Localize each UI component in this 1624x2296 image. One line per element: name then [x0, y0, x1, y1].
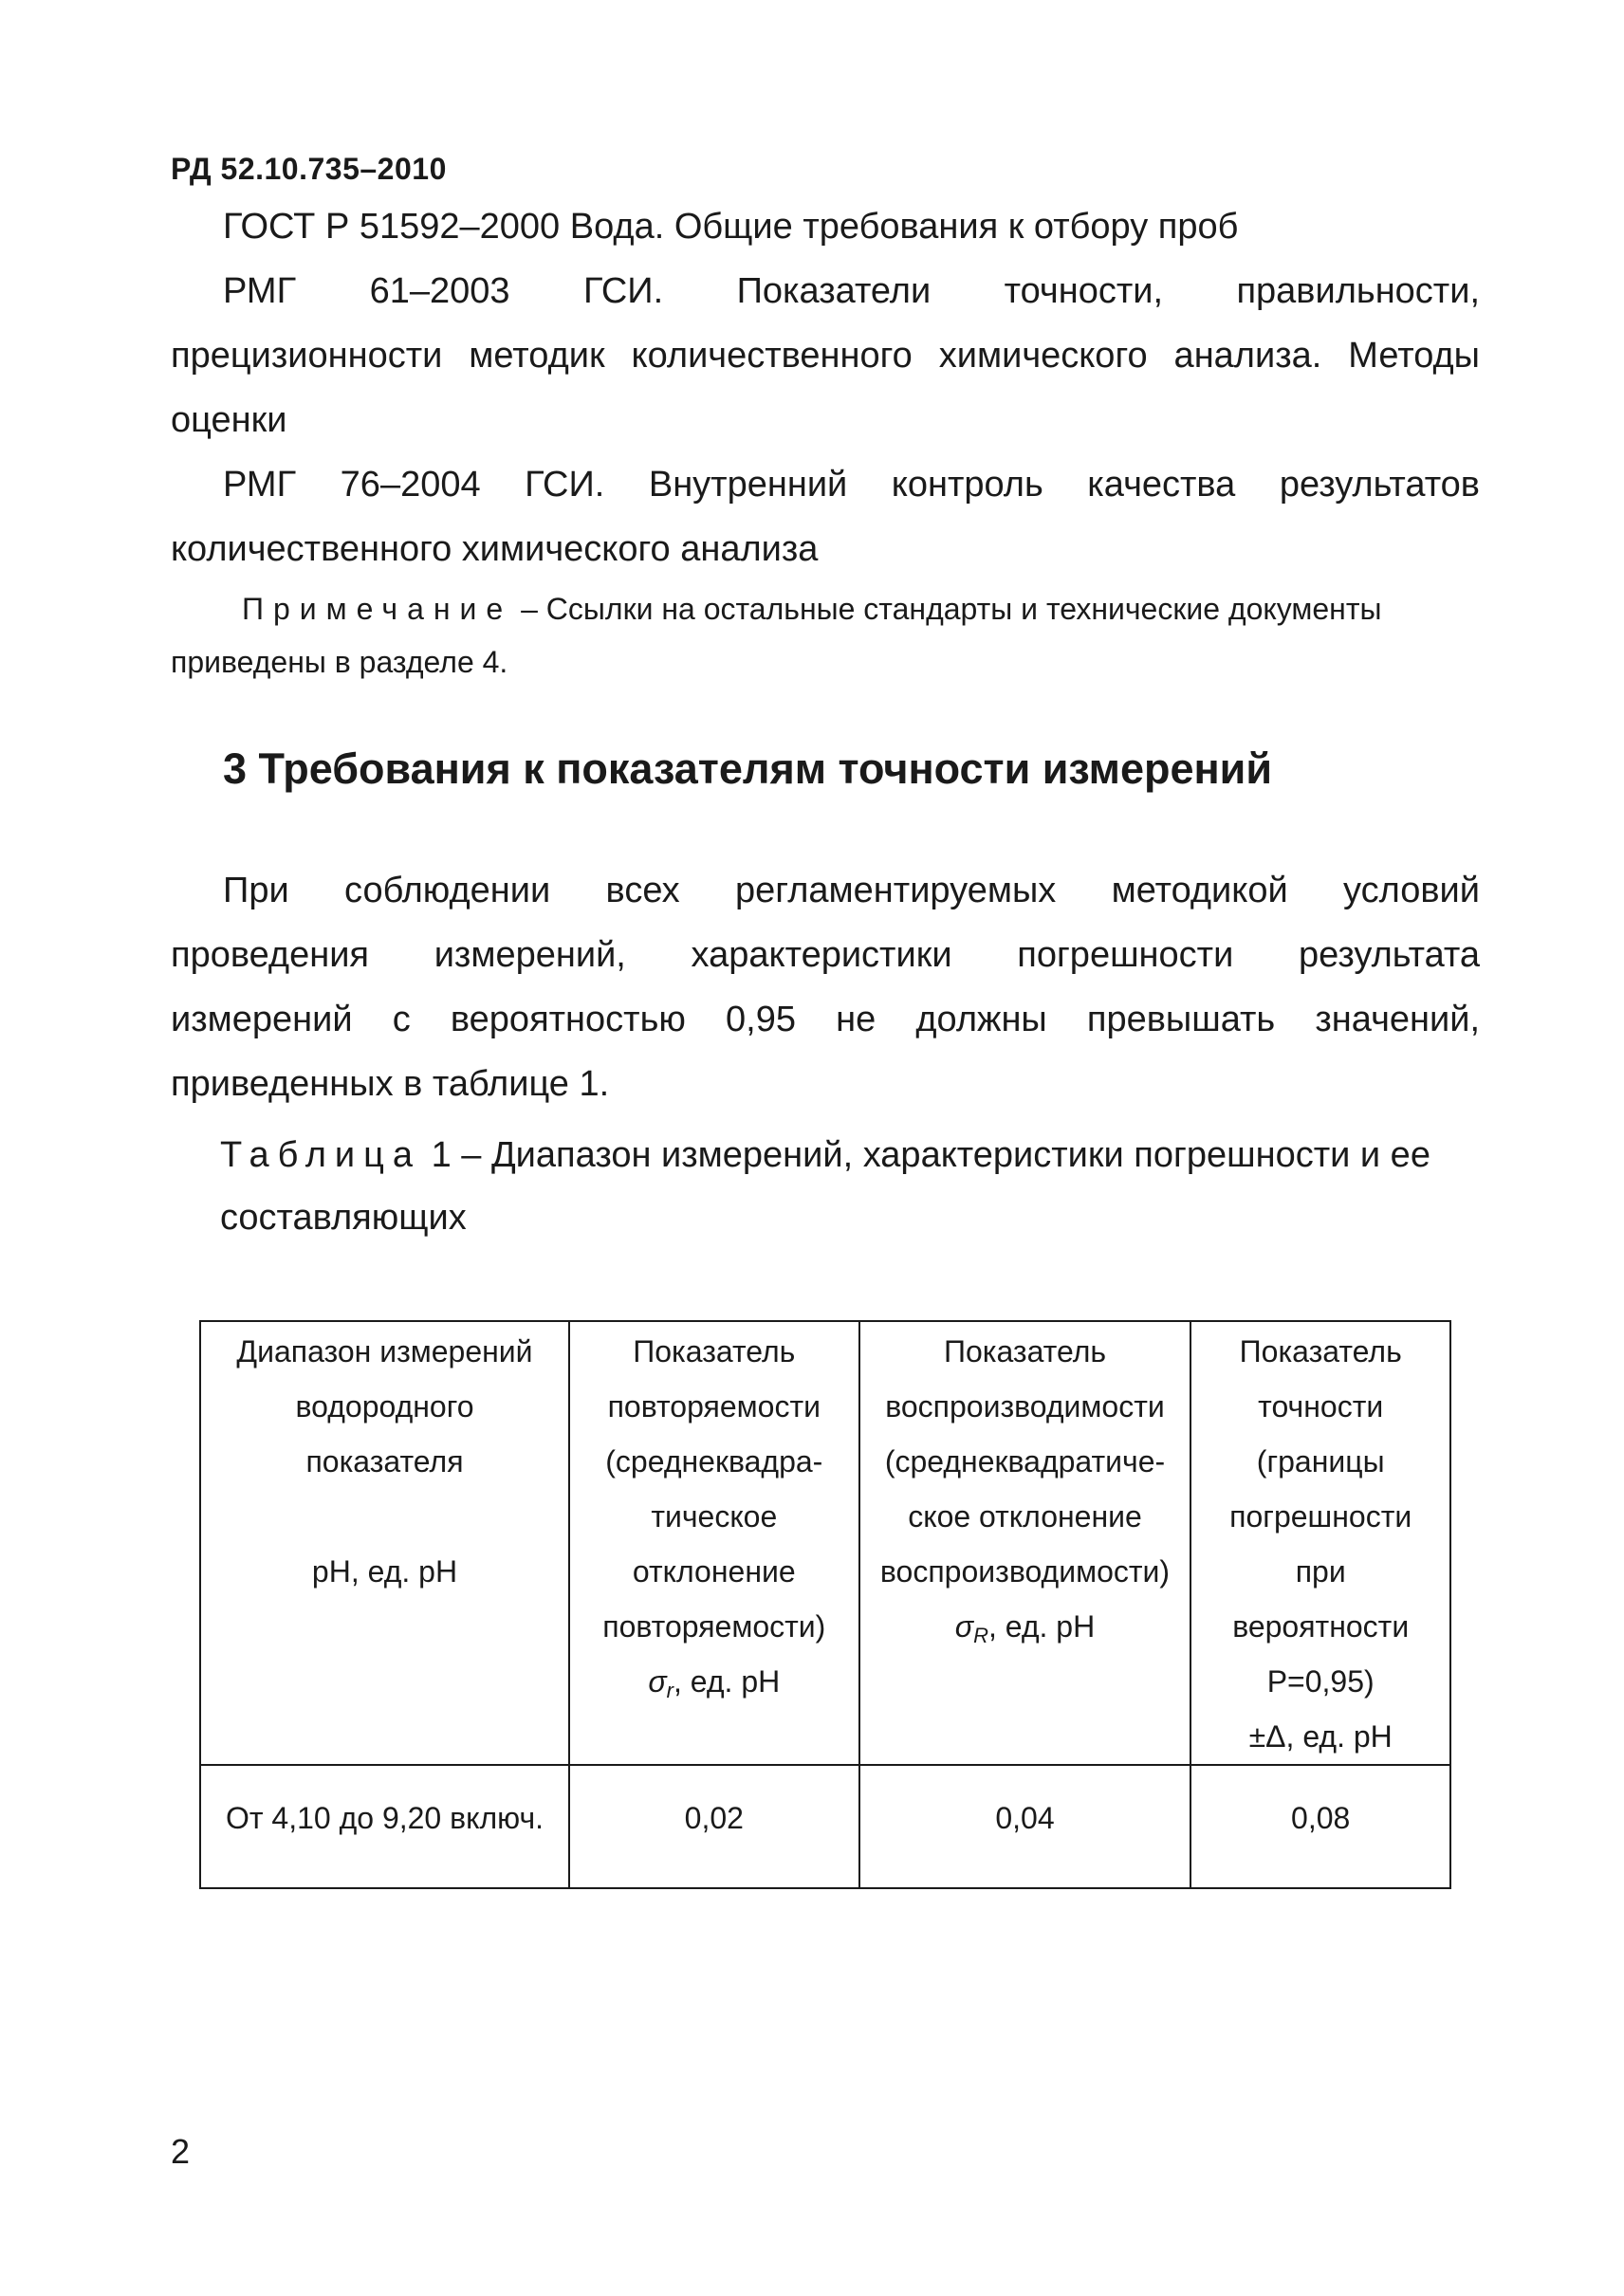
sigma-subscript: R [973, 1624, 988, 1647]
header-repeatability-line: (среднеквадра- [605, 1444, 823, 1479]
table-cell-reproducibility-value: 0,04 [995, 1801, 1055, 1835]
section-paragraph-line4: приведенных в таблице 1. [171, 1064, 610, 1104]
table-caption-text-continued: составляющих [220, 1198, 467, 1238]
header-accuracy-line: Показатель [1239, 1334, 1402, 1368]
header-reproducibility-line: воспроизводимости) [879, 1554, 1171, 1589]
header-repeatability-line: повторяемости [607, 1389, 821, 1424]
section-title: 3 Требования к показателям точности измерений [223, 744, 1272, 793]
header-repeatability-line: Показатель [633, 1334, 796, 1368]
note-text-continued: приведены в разделе 4. [171, 645, 508, 679]
header-reproducibility-unit: , ед. pH [987, 1609, 1096, 1644]
header-accuracy-line: P=0,95) [1266, 1664, 1375, 1699]
reference-rmg76 [171, 452, 1480, 581]
note-block [171, 582, 1480, 689]
header-range-line: pH, ед. pH [311, 1554, 458, 1589]
section-paragraph-line1: При соблюдении всех регламентируемых методикой условий [223, 871, 1480, 910]
page-number: 2 [171, 2132, 191, 2171]
header-repeatability-line: тическое [651, 1499, 778, 1534]
document-code: РД 52.10.735–2010 [171, 152, 447, 186]
table-header-row [200, 1321, 1450, 1765]
note-label: Примечание [242, 592, 513, 626]
reference-rmg61-line3: оценки [171, 400, 287, 440]
table-row [200, 1765, 1450, 1888]
reference-rmg76-line1: РМГ 76–2004 ГСИ. Внутренний контроль качества результатов [223, 465, 1480, 505]
reference-gost-title: Вода. Общие требования к отбору проб [569, 207, 1239, 247]
header-accuracy-line: вероятности [1232, 1609, 1410, 1644]
sigma-subscript: r [666, 1679, 674, 1702]
header-reproducibility-symbol-line [860, 1599, 1190, 1663]
reference-rmg61 [171, 259, 1480, 452]
table-cell-reproducibility [859, 1765, 1191, 1888]
header-range-line: Диапазон измерений [236, 1334, 533, 1368]
header-range [200, 1321, 569, 1765]
header-accuracy-line: (границы [1256, 1444, 1385, 1479]
section-paragraph [171, 858, 1480, 1116]
header-reproducibility-line: ское отклонение [908, 1499, 1142, 1534]
reference-gost-code: ГОСТ Р 51592–2000 [223, 207, 561, 247]
header-repeatability [569, 1321, 859, 1765]
header-accuracy-line: погрешности [1229, 1499, 1412, 1534]
header-repeatability-line: повторяемости) [602, 1609, 826, 1644]
accuracy-table [199, 1320, 1451, 1889]
reference-rmg61-line1: РМГ 61–2003 ГСИ. Показатели точности, правильности, [223, 271, 1480, 311]
header-reproducibility [859, 1321, 1191, 1765]
header-range-spacer [201, 1489, 568, 1544]
sigma-symbol: σ [954, 1609, 974, 1644]
header-repeatability-symbol-line [570, 1654, 858, 1718]
header-accuracy-line: точности [1258, 1389, 1384, 1424]
table-cell-range-value: От 4,10 до 9,20 включ. [225, 1801, 544, 1835]
sigma-symbol: σ [648, 1664, 667, 1699]
note-text: – Ссылки на остальные стандарты и технические документы [521, 592, 1382, 626]
table-cell-range [200, 1765, 569, 1888]
table-cell-repeatability-value: 0,02 [684, 1801, 744, 1835]
reference-rmg61-line2: прецизионности методик количественного химического анализа. Методы [171, 336, 1480, 376]
reference-rmg76-line2: количественного химического анализа [171, 529, 819, 569]
header-reproducibility-line: (среднеквадратиче- [884, 1444, 1166, 1479]
table-caption [220, 1124, 1482, 1249]
table-cell-repeatability [569, 1765, 859, 1888]
header-reproducibility-line: воспроизводимости [885, 1389, 1165, 1424]
table-caption-text: 1 – Диапазон измерений, характеристики погрешности и ее [431, 1135, 1430, 1175]
section-paragraph-line3: измерений с вероятностью 0,95 не должны превышать значений, [171, 1000, 1480, 1039]
header-accuracy [1190, 1321, 1450, 1765]
table-cell-accuracy [1190, 1765, 1450, 1888]
header-accuracy-line: при [1295, 1554, 1346, 1589]
header-accuracy-line: ±Δ, ед. pH [1248, 1719, 1393, 1754]
header-range-line: водородного [295, 1389, 474, 1424]
reference-gost [171, 194, 1480, 259]
header-reproducibility-line: Показатель [943, 1334, 1107, 1368]
section-paragraph-line2: проведения измерений, характеристики погрешности результата [171, 935, 1480, 975]
header-range-line: показателя [305, 1444, 464, 1479]
table-cell-accuracy-value: 0,08 [1291, 1801, 1351, 1835]
header-repeatability-line: отклонение [632, 1554, 796, 1589]
table-caption-label: Таблица [220, 1135, 421, 1175]
header-repeatability-unit: , ед. pH [673, 1664, 781, 1699]
